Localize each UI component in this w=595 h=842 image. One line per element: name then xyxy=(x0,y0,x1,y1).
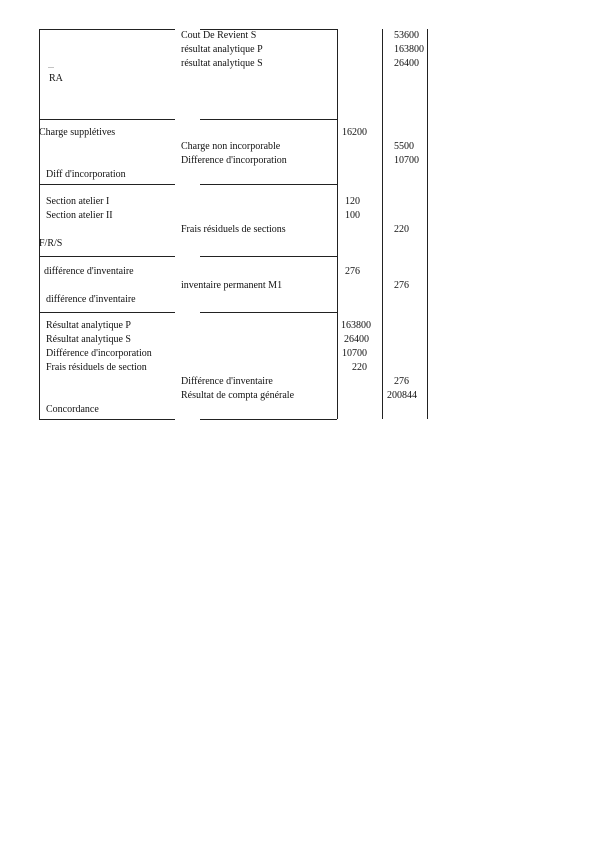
separator-3-right xyxy=(200,256,337,257)
bottom-border-left xyxy=(39,419,175,420)
separator-1-right xyxy=(200,119,337,120)
debit-account: Section atelier II xyxy=(46,210,113,221)
debit-amount: 10700 xyxy=(342,348,367,359)
debit-account: Charge supplétives xyxy=(39,127,116,138)
entry-label: Diff d'incorporation xyxy=(46,169,126,180)
credit-amount: 276 xyxy=(394,280,409,291)
debit-amount: 220 xyxy=(352,362,367,373)
credit-account: résultat analytique S xyxy=(181,58,263,69)
debit-amount: 276 xyxy=(345,266,360,277)
separator-4-left xyxy=(39,312,175,313)
credit-account: Cout De Revient S xyxy=(181,30,257,41)
credit-account: Frais résiduels de sections xyxy=(181,224,286,235)
debit-amount: 16200 xyxy=(342,127,367,138)
separator-2-left xyxy=(39,184,175,185)
entry-label-prefix: ... xyxy=(48,61,54,70)
credit-account: Différence d'inventaire xyxy=(181,376,273,387)
credit-account: inventaire permanent M1 xyxy=(181,280,283,291)
credit-account: résultat analytique P xyxy=(181,44,263,55)
credit-amount: 10700 xyxy=(394,155,419,166)
debit-amount: 26400 xyxy=(344,334,369,345)
credit-amount: 220 xyxy=(394,224,409,235)
credit-amount: 163800 xyxy=(394,44,424,55)
debit-amount: 100 xyxy=(345,210,360,221)
debit-account: Résultat analytique P xyxy=(46,320,131,331)
debit-amount: 120 xyxy=(345,196,360,207)
separator-1-left xyxy=(39,119,175,120)
credit-amount: 5500 xyxy=(394,141,414,152)
entry-label: Concordance xyxy=(46,404,99,415)
debit-account: différence d'inventaire xyxy=(44,266,134,277)
credit-account: Charge non incorporable xyxy=(181,141,281,152)
credit-amount: 53600 xyxy=(394,30,419,41)
credit-amount: 276 xyxy=(394,376,409,387)
separator-4-right xyxy=(200,312,337,313)
debit-account: Frais résiduels de section xyxy=(46,362,147,373)
credit-column-left-border xyxy=(382,29,383,419)
debit-amount: 163800 xyxy=(341,320,371,331)
entry-label: différence d'inventaire xyxy=(46,294,136,305)
credit-amount: 26400 xyxy=(394,58,419,69)
separator-3-left xyxy=(39,256,175,257)
debit-column-border xyxy=(337,29,338,419)
debit-account: Résultat analytique S xyxy=(46,334,131,345)
separator-2-right xyxy=(200,184,337,185)
entry-label: F/R/S xyxy=(39,238,63,249)
debit-account: Section atelier I xyxy=(46,196,110,207)
credit-amount: 200844 xyxy=(387,390,417,401)
top-border-left xyxy=(39,29,175,30)
credit-account: Difference d'incorporation xyxy=(181,155,287,166)
credit-account: Résultat de compta générale xyxy=(181,390,295,401)
entry-label: RA xyxy=(49,73,63,84)
credit-column-right-border xyxy=(427,29,428,419)
left-border xyxy=(39,29,40,419)
bottom-border-right xyxy=(200,419,337,420)
debit-account: Différence d'incorporation xyxy=(46,348,152,359)
